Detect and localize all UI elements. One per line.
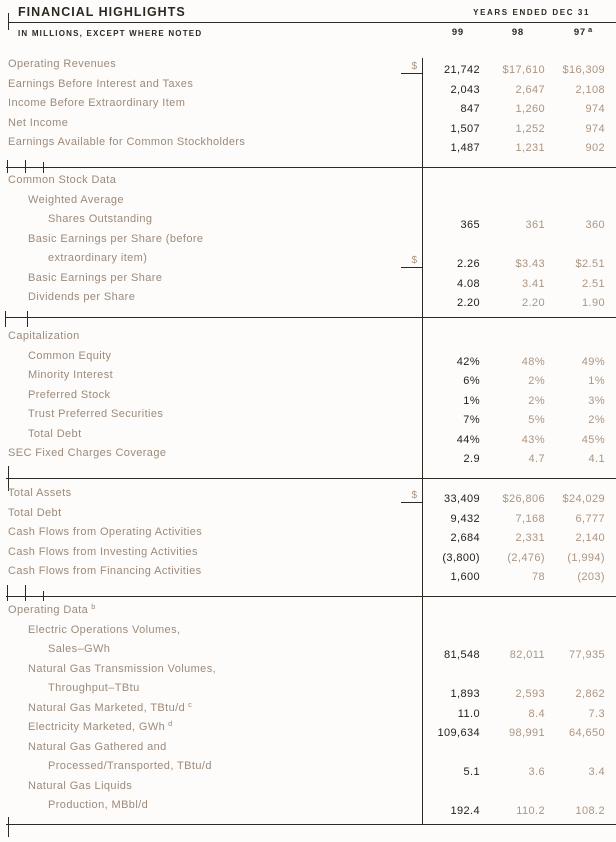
column-headers [401,27,605,38]
row-label: Preferred Stock [28,388,111,401]
right-margin-spacer [605,258,616,271]
row-values [423,278,616,291]
table-row [8,779,616,799]
footnote-marker-b: b [91,603,96,611]
tick-mark [27,311,28,327]
table-row [8,681,616,701]
right-margin-spacer [605,434,616,447]
cell-98: 2% [528,394,545,407]
row-label: Electricity Marketed, GWh $^d$ [28,720,173,733]
row-label: Natural Gas Gathered and [28,740,167,753]
cell-97: $2.51 [575,258,605,270]
row-values [423,532,616,545]
dollar-spacer [401,177,423,190]
cell-99: 1% [463,394,480,407]
column-header-99: 99 [451,27,464,38]
cell-99: 44% [456,433,480,446]
row-values [423,64,616,77]
dollar-spacer [401,275,423,288]
cell-98: 78 [531,571,545,583]
column-header-97-year: 97 [573,27,587,38]
dollar-spacer [401,549,423,562]
row-label: Cash Flows from Investing Activities [8,545,198,558]
cell-98: 2,593 [515,688,545,700]
row-label: Income Before Extraordinary Item [8,97,186,109]
right-margin-spacer [605,414,616,427]
table-row [8,564,616,584]
dollar-spacer [401,607,423,620]
dollar-spacer [401,431,423,444]
dollar-spacer [401,802,423,815]
cell-97: 7.3 [588,707,605,720]
table-row [8,525,616,545]
row-label: Operating Revenues [8,58,117,70]
dollar-spacer [401,724,423,737]
footnote-marker-d: d [168,720,173,728]
column-header-98: 98 [511,27,524,38]
table-row [8,407,616,427]
cell-97: 902 [585,142,605,154]
cell-99: 81,548 [443,649,480,661]
table-row [8,77,616,97]
table-row [8,427,616,447]
dollar-spacer [401,568,423,581]
table-row [8,232,616,252]
right-margin-spacer [605,123,616,136]
cell-97: 3% [588,394,605,407]
table-row [8,193,616,213]
cell-98: 2,331 [515,532,545,544]
cell-97: 2,108 [575,83,605,96]
row-values [423,123,616,136]
page-title: FINANCIAL HIGHLIGHTS [18,5,186,19]
row-label: Production, MBbl/d [48,799,149,811]
cell-97: (1,994) [567,551,605,564]
table-row [8,57,616,77]
cell-99: 2,043 [450,83,480,96]
row-label: Cash Flows from Financing Activities [8,565,202,577]
right-margin-spacer [605,513,616,526]
cell-98: 1,260 [515,103,545,115]
row-values [423,219,616,232]
right-margin-spacer [605,552,616,565]
table-row [8,623,616,643]
cell-98: 98,991 [508,727,545,739]
table-row [8,662,616,682]
cell-98: 110.2 [516,805,545,817]
right-margin-spacer [605,688,616,701]
table-section [8,57,616,155]
cell-98: 43% [521,433,545,446]
section-rule [6,596,616,597]
row-values [423,571,616,584]
cell-99: 5.1 [463,766,480,778]
dollar-spacer [401,333,423,346]
cell-97: 45% [581,433,605,446]
tick-mark [25,585,26,601]
tick-mark [5,311,6,327]
cell-99: 2.9 [463,453,480,465]
cell-99: 33,409 [443,493,480,505]
dollar-spacer [401,120,423,133]
row-label: Capitalization [8,330,80,342]
cell-98: $26,806 [502,493,545,505]
row-label: Natural Gas Marketed, TBtu/d $^c$ [28,700,193,714]
cell-98: 48% [521,355,545,368]
cell-99: 7% [463,414,480,426]
right-margin-spacer [605,493,616,506]
row-label: Earnings Available for Common Stockholders [8,136,246,148]
cell-99: 1,507 [450,122,480,135]
cell-97: 2% [588,414,605,426]
row-label: Weighted Average [28,193,124,206]
row-label: Common Stock Data [8,174,117,186]
cell-99: 1,893 [450,688,480,700]
row-values [423,453,616,466]
cell-97: 2,862 [575,688,605,700]
row-label: Cash Flows from Operating Activities [8,526,203,538]
row-values [423,434,616,447]
dollar-spacer [401,705,423,718]
cell-98: $3.43 [515,258,545,270]
dollar-spacer [401,353,423,366]
cell-99: 2.26 [456,258,480,270]
cell-99: 365 [460,219,480,231]
right-margin-spacer [605,532,616,545]
section-rule [6,317,616,318]
table-row [8,329,616,349]
dollar-spacer [401,372,423,385]
row-label: Operating Data $^b$ [8,603,96,616]
dollar-spacer [401,646,423,659]
dollar-spacer [401,744,423,757]
table-row [8,642,616,662]
cell-98: 2,647 [515,83,545,96]
right-margin-spacer [605,219,616,232]
cell-98: 2.20 [521,297,545,309]
row-values [423,395,616,408]
row-label: Basic Earnings per Share [28,271,163,284]
cell-97: 1% [588,375,605,387]
row-label: Dividends per Share [28,291,136,303]
section-rule [6,478,616,479]
table-section [8,603,616,818]
table-row [8,271,616,291]
tick-mark [8,817,9,837]
row-values [423,84,616,97]
header-rule [8,22,616,23]
row-label: Processed/Transported, TBtu/d [48,760,212,772]
dollar-spacer [401,666,423,679]
cell-99: 1,487 [450,142,480,154]
cell-98: 82,011 [509,649,545,661]
row-label: Throughput–TBtu [48,682,140,694]
cell-99: 21,742 [443,64,480,76]
right-margin-spacer [605,453,616,466]
row-values [423,297,616,310]
table-row [8,116,616,136]
cell-98: $17,610 [502,64,545,76]
cell-97: 49% [581,355,605,368]
row-values [423,708,616,721]
table-section [8,173,616,310]
cell-98: 7,168 [515,512,545,525]
dollar-spacer [401,216,423,229]
row-values [423,356,616,369]
table-row [8,759,616,779]
dollar-spacer [401,529,423,542]
footnote-marker-a: a [588,25,593,34]
cell-99: (3,800) [442,551,480,564]
row-label: SEC Fixed Charges Coverage [8,447,167,459]
tick-mark [25,160,26,173]
table-row [8,506,616,526]
row-label: Shares Outstanding [48,213,153,225]
table-row [8,251,616,271]
right-margin-spacer [605,278,616,291]
table-row [8,388,616,408]
cell-99: 6% [463,375,480,387]
cell-98: 1,252 [515,122,545,135]
row-label: Earnings Before Interest and Taxes [8,77,194,90]
section-rule [6,167,616,168]
tick-mark [43,162,44,173]
table-row [8,96,616,116]
column-header-97 [545,27,605,38]
dollar-spacer [401,450,423,463]
row-values [423,493,616,506]
cell-98: 5% [528,414,545,426]
dollar-spacer [401,197,423,210]
row-label: Basic Earnings per Share (before [28,232,204,245]
dollar-spacer [401,392,423,405]
row-label: Common Equity [28,349,112,362]
row-values [423,805,616,818]
cell-99: 4.08 [456,277,480,290]
row-values [423,142,616,155]
cell-97: 6,777 [575,512,605,525]
table-row [8,446,616,466]
dollar-spacer [401,139,423,152]
cell-99: 2.20 [456,297,480,309]
dollar-sign: $ [401,61,423,74]
row-values [423,766,616,779]
cell-97: 108.2 [575,805,605,817]
cell-97: 2,140 [575,532,605,544]
table-row [8,701,616,721]
cell-99: 9,432 [450,512,480,525]
cell-97: 3.4 [588,766,605,778]
right-margin-spacer [605,649,616,662]
row-label: Total Debt [8,506,62,519]
right-margin-spacer [605,727,616,740]
row-label: Natural Gas Liquids [28,779,133,792]
footnote-marker-c: c [188,700,193,709]
row-values [423,688,616,701]
dollar-spacer [401,81,423,94]
period-label: YEARS ENDED DEC 31 [473,8,590,17]
table-section [8,486,616,584]
row-label: Net Income [8,116,69,129]
cell-99: 1,600 [450,571,480,583]
cell-97: 2.51 [581,277,605,290]
tick-mark [7,585,8,601]
right-margin-spacer [605,766,616,779]
table-row [8,603,616,623]
dollar-spacer [401,236,423,249]
right-margin-spacer [605,356,616,369]
cell-97: 360 [585,219,605,231]
cell-99: 847 [460,103,480,115]
right-margin-spacer [605,103,616,116]
row-label: Total Assets [8,487,72,499]
row-values [423,513,616,526]
cell-98: 3.41 [521,277,545,290]
dollar-spacer [401,783,423,796]
cell-97: 974 [585,103,605,115]
cell-98: 361 [525,219,545,231]
table-row [8,290,616,310]
tick-mark [43,591,44,601]
dollar-spacer [401,510,423,523]
row-values [423,258,616,271]
table-row [8,798,616,818]
dollar-spacer [401,685,423,698]
cell-97: 4.1 [588,453,605,465]
table-row [8,212,616,232]
units-note: IN MILLIONS, EXCEPT WHERE NOTED [18,29,203,38]
row-label: Total Debt [28,427,82,440]
cell-99: 11.0 [457,707,480,720]
row-values [423,103,616,116]
cell-99: 109,634 [437,727,480,739]
table-row [8,173,616,193]
cell-97: 64,650 [568,727,605,739]
row-label: Minority Interest [28,369,114,381]
row-values [423,727,616,740]
cell-98: 1,231 [515,142,545,154]
cell-97: 77,935 [568,649,605,661]
row-label: Electric Operations Volumes, [28,623,181,636]
right-margin-spacer [605,571,616,584]
row-values [423,649,616,662]
table-section [8,329,616,466]
row-label: Sales–GWh [48,643,111,655]
dollar-spacer [401,627,423,640]
right-margin-spacer [605,395,616,408]
tick-mark [8,13,9,30]
cell-98: 8.4 [528,707,545,720]
dollar-spacer [401,411,423,424]
cell-99: 42% [456,355,480,368]
table-row [8,368,616,388]
row-label: extraordinary item) [48,252,148,264]
cell-97: $16,309 [562,64,605,76]
row-values [423,375,616,388]
row-label: Trust Preferred Securities [28,408,164,420]
cell-99: 2,684 [450,532,480,544]
table-row [8,740,616,760]
cell-98: (2,476) [507,551,545,564]
table-row [8,349,616,369]
right-margin-spacer [605,84,616,97]
row-label: Natural Gas Transmission Volumes, [28,662,217,675]
right-margin-spacer [605,64,616,77]
bottom-rule [6,824,616,825]
row-values [423,552,616,565]
table-row [8,720,616,740]
right-margin-spacer [605,297,616,310]
row-values [423,414,616,427]
cell-97: $24,029 [562,493,605,505]
right-margin-spacer [605,142,616,155]
cell-97: (203) [577,571,605,583]
cell-98: 4.7 [528,453,545,465]
cell-99: 192.4 [450,805,480,817]
table-row [8,486,616,506]
right-margin-spacer [605,375,616,388]
table-row [8,545,616,565]
tick-mark [7,160,8,173]
dollar-spacer [401,100,423,113]
cell-98: 3.6 [528,766,545,778]
table-row [8,135,616,155]
right-margin-spacer [605,805,616,818]
dollar-spacer [401,294,423,307]
cell-98: 2% [528,375,545,387]
dollar-sign: $ [401,255,423,268]
cell-97: 974 [585,122,605,135]
dollar-sign: $ [401,490,423,503]
cell-97: 1.90 [581,297,605,309]
dollar-spacer [401,763,423,776]
right-margin-spacer [605,708,616,721]
